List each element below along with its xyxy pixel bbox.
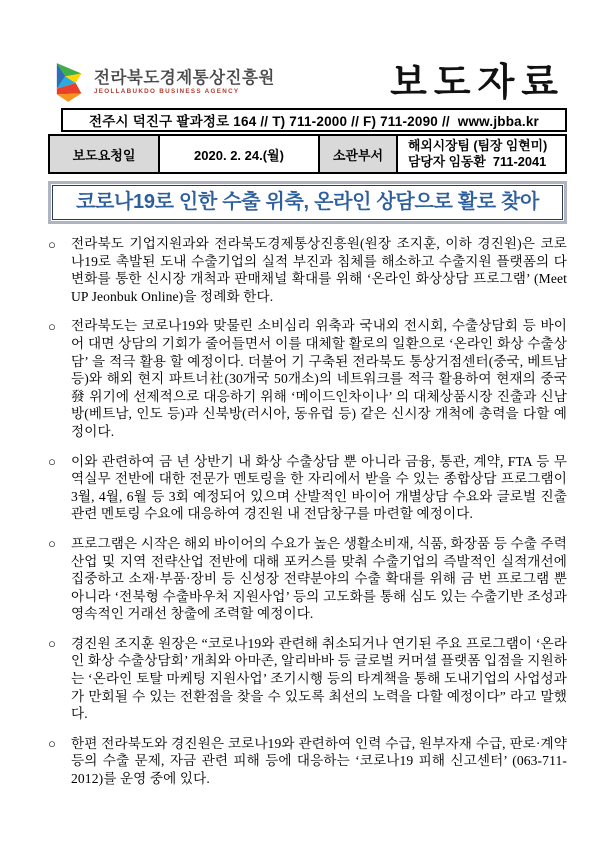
agency-logo	[54, 62, 275, 104]
bullet-marker: ○	[48, 736, 56, 752]
body-paragraph-4	[48, 535, 567, 623]
document-type-title: 보도자료	[390, 62, 565, 104]
document-header	[48, 60, 567, 108]
press-release-body	[48, 235, 567, 788]
agency-logo-text	[94, 70, 275, 96]
department-team: 해외시장팀 (팀장 임현미)	[408, 138, 548, 154]
agency-name-english: JEOLLABUKDO BUSINESS AGENCY	[94, 88, 240, 96]
agency-logo-icon	[54, 62, 88, 104]
headline-box	[48, 181, 567, 224]
bullet-marker: ○	[48, 636, 56, 652]
body-paragraph-6	[48, 735, 567, 788]
body-paragraph-3	[48, 453, 567, 523]
paragraph-text: 전라북도는 코로나19와 맞물린 소비심리 위축과 국내외 전시회, 수출상담회 등 바이어 대면 상담의 기회가 줄어들면서 이를 대체할 활로의 일환으로 ‘온라인 화상 수출상담’ 을 적극 활용 할 예정이다. 더불어 기 구축된 전라북도 통상거점센터(중국, 베트남 등)와 해외 현지 파트너社(30개국 50개소)의 네트워크를 적극 활용하여 현재의 중국發 위기에 선제적으로 대응하기 위해 ‘메이드인차이나’ 의 대체상품시장 진출과 신남방(베트남, 인도 등)과 신북방(러시아, 동유럽 등) 같은 신시장 개척에 총력을 다할 예정이다.	[71, 318, 567, 439]
press-release-headline: 코로나19로 인한 수출 위축, 온라인 상담으로 활로 찾아	[75, 191, 540, 213]
paragraph-text: 전라북도 기업지원과와 전라북도경제통상진흥원(원장 조지훈, 이하 경진원)은 코로나19로 촉발된 도내 수출기업의 실적 부진과 침체를 해소하고 수출지원 플랫폼의 다변화를 통한 신시장 개척과 판매채널 확대를 위해 ‘온라인 화상상담 프로그램’ (Meet UP Jeonbuk Online)을 정례화 한다.	[71, 236, 567, 304]
paragraph-text: 한편 전라북도와 경진원은 코로나19와 관련하여 인력 수급, 원부자재 수급, 판로·계약 등의 수출 문제, 자금 관련 피해 등에 대응하는 ‘코로나19 피해 신고센터’ (063-711-2012)를 운영 중에 있다.	[71, 735, 567, 787]
headline-box-inner	[52, 185, 563, 220]
paragraph-text: 이와 관련하여 금 년 상반기 내 화상 수출상담 뿐 아니라 금융, 통관, 계약, FTA 등 무역실무 전반에 대한 전문가 멘토링을 한 자리에서 받을 수 있는 종합상담 프로그램이 3월, 4월, 6월 등 3회 예정되어 있으며 산발적인 바이어 개별상담 수요와 글로벌 진출 관련 멘토링 수요에 대응하여 경진원 내 전담창구를 마련할 예정이다.	[71, 453, 567, 522]
paragraph-text: 프로그램은 시작은 해외 바이어의 수요가 높은 생활소비재, 식품, 화장품 등 수출 주력산업 및 지역 전략산업 전반에 대해 포커스를 맞춰 수출기업의 즉발적인 실적개선에 집중하고 소재·부품·장비 등 신성장 전략분야의 수출 확대를 위해 금 번 프로그램 뿐 아니라 ‘전북형 수출바우처 지원사업’ 등의 고도화를 통해 심도 있는 수출기반 조성과 영속적인 거래선 창출에 조력할 예정이다.	[71, 535, 567, 622]
request-date-value: 2020. 2. 24.(월)	[158, 136, 318, 172]
agency-address-bar: 전주시 덕진구 팔과정로 164 // T) 711-2000 // F) 711-2090 // www.jbba.kr	[61, 108, 567, 132]
request-date-label: 보도요청일	[50, 136, 158, 172]
paragraph-text: 경진원 조지훈 원장은 “코로나19와 관련해 취소되거나 연기된 주요 프로그램이 ‘온라인 화상 수출상담회’ 개최와 아마존, 알리바바 등 글로벌 커머셜 플랫폼 입점을 지원하는 ‘온라인 토탈 마케팅 지원사업’ 조기시행 등의 타계책을 통해 도내기업의 사업성과가 만회될 수 있는 전환점을 찾을 수 있도록 최선의 노력을 다할 예정이다” 라고 말했다.	[71, 635, 567, 722]
department-value	[396, 136, 565, 172]
body-paragraph-1	[48, 235, 567, 305]
bullet-marker: ○	[48, 454, 56, 470]
bullet-marker: ○	[48, 236, 56, 252]
bullet-marker: ○	[48, 536, 56, 552]
department-contact: 담당자 임동환 711-2041	[408, 154, 547, 169]
body-paragraph-2	[48, 317, 567, 440]
body-paragraph-5	[48, 635, 567, 723]
press-info-table	[48, 134, 567, 174]
department-label: 소관부서	[318, 136, 396, 172]
agency-name-korean: 전라북도경제통상진흥원	[94, 69, 275, 88]
bullet-marker: ○	[48, 318, 56, 334]
